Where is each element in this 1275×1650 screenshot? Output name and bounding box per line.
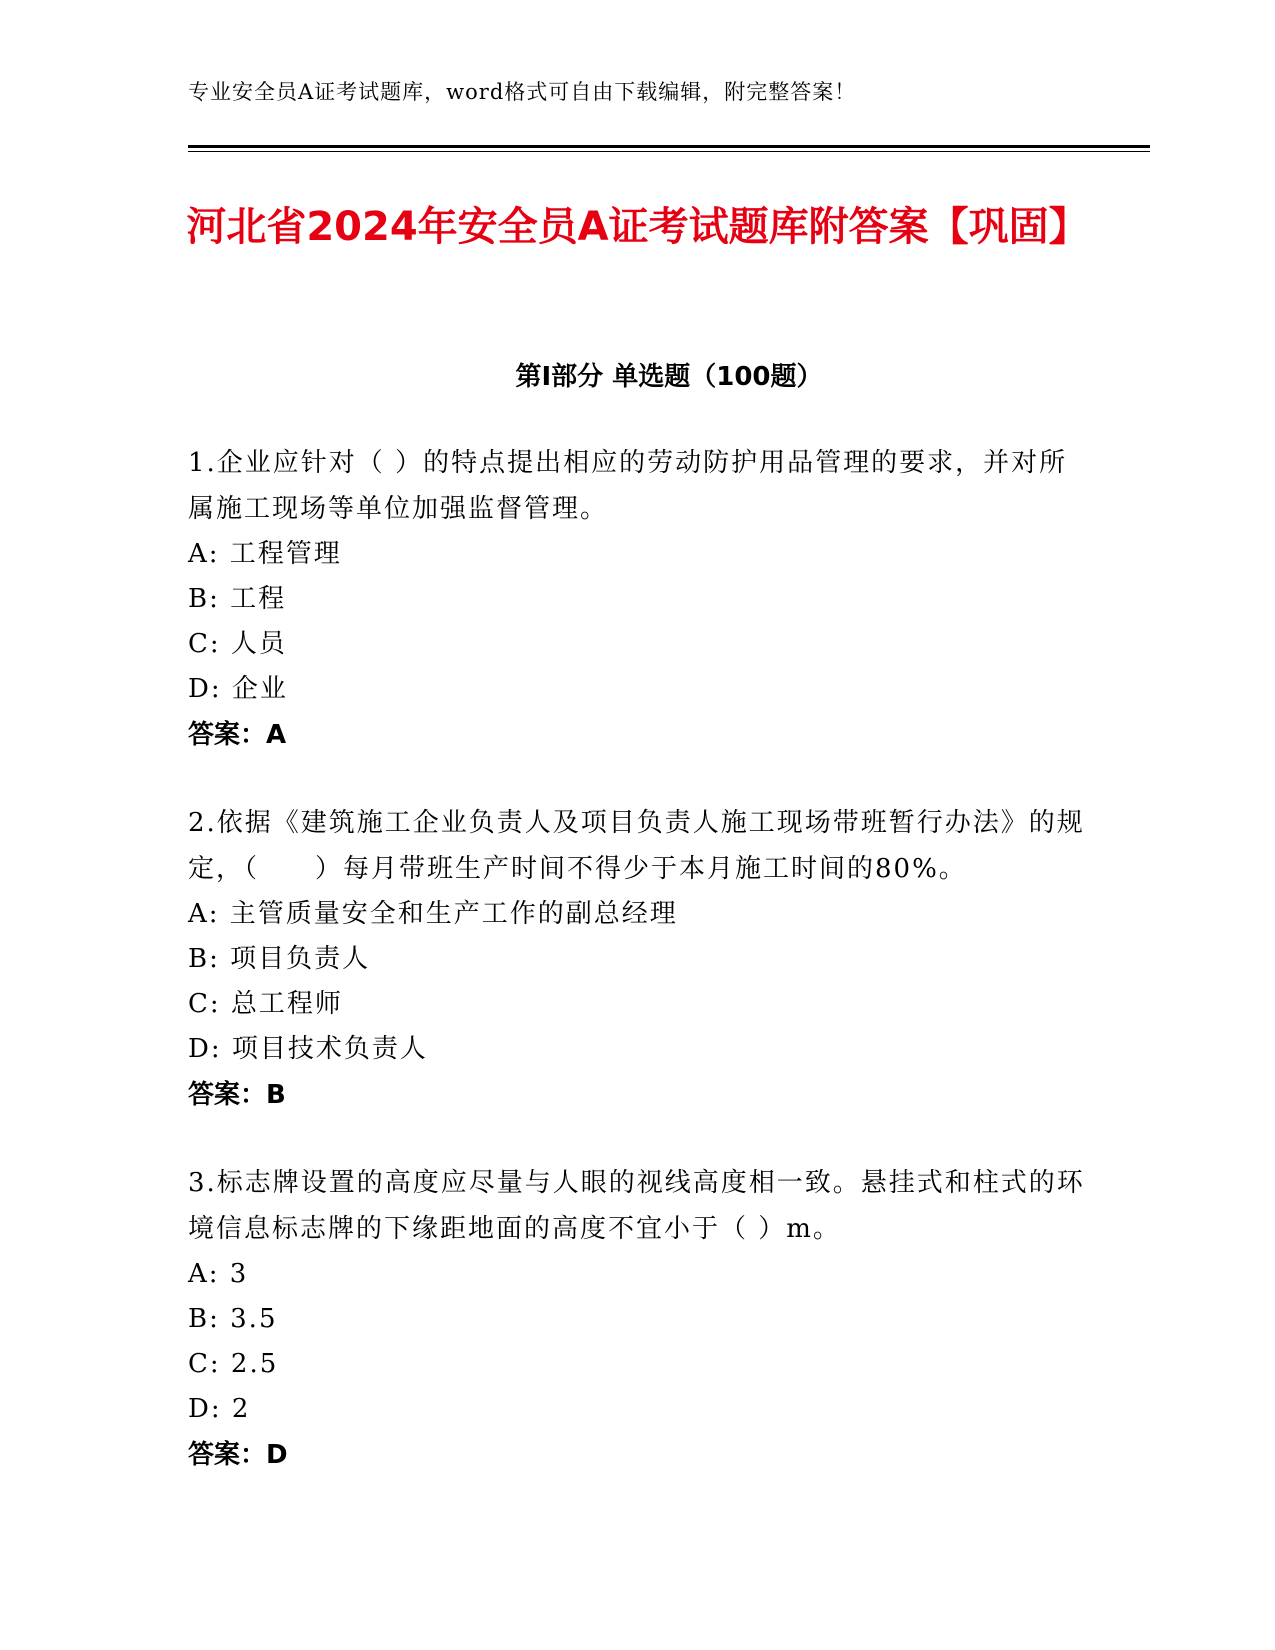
option-b: B: 工程 [188,584,287,614]
answer: 答案：A [188,720,287,750]
option-c: C: 人员 [188,629,287,659]
answer: 答案：D [188,1440,288,1470]
question-stem: 3.标志牌设置的高度应尽量与人眼的视线高度相一致。悬挂式和柱式的环境信息标志牌的下缘距地面的高度不宜小于（ ）m。 [188,1168,1085,1244]
option-b: B: 3.5 [188,1304,278,1334]
option-d: D: 企业 [188,674,288,704]
question-1 [188,440,1088,758]
answer: 答案：B [188,1080,286,1110]
option-d: D: 项目技术负责人 [188,1034,428,1064]
question-list [188,440,1088,1520]
option-b: B: 项目负责人 [188,944,371,974]
option-d: D: 2 [188,1394,251,1424]
option-a: A: 3 [188,1259,249,1289]
option-a: A: 主管质量安全和生产工作的副总经理 [188,899,678,929]
question-2 [188,800,1088,1118]
header-rule-thin [188,151,1150,152]
question-stem: 1.企业应针对（ ）的特点提出相应的劳动防护用品管理的要求，并对所属施工现场等单位加强监督管理。 [188,448,1068,524]
section-title: 第Ⅰ部分 单选题（100题） [515,362,823,392]
option-c: C: 2.5 [188,1349,279,1379]
question-stem: 2.依据《建筑施工企业负责人及项目负责人施工现场带班暂行办法》的规定，（ ）每月带班生产时间不得少于本月施工时间的80%。 [188,808,1085,884]
question-3 [188,1160,1088,1478]
option-c: C: 总工程师 [188,989,343,1019]
document-title: 河北省2024年安全员A证考试题库附答案【巩固】 [186,204,1089,250]
header-rule-thick [188,145,1150,148]
header-note: 专业安全员A证考试题库，word格式可自由下载编辑，附完整答案！ [188,80,857,104]
option-a: A: 工程管理 [188,539,342,569]
